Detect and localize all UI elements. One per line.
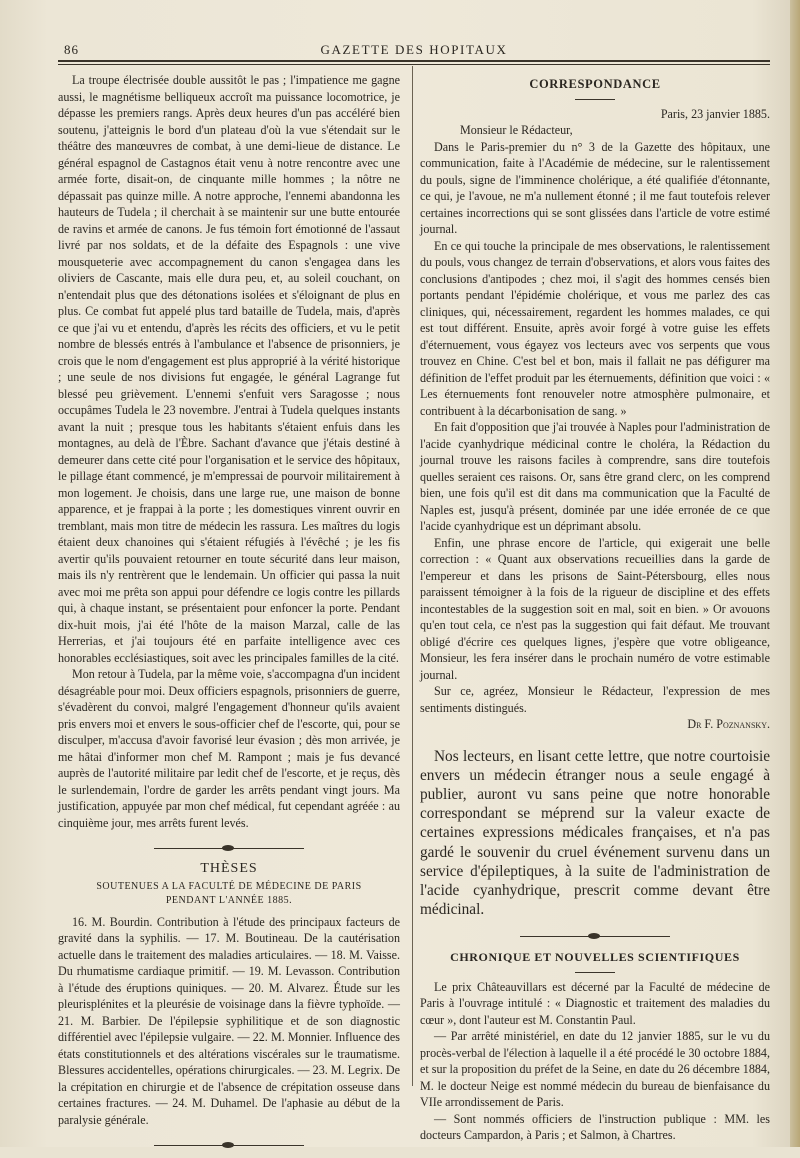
left-column — [58, 72, 400, 1158]
chronique-heading: CHRONIQUE ET NOUVELLES SCIENTIFIQUES — [450, 950, 740, 965]
theses-subtitle — [58, 880, 400, 908]
header-rule — [58, 60, 770, 62]
correspondance-heading: CORRESPONDANCE — [529, 77, 661, 91]
editor-note: Nos lecteurs, en lisant cette lettre, que notre courtoisie envers un médecin étranger nous a seule engagé à publier, auront vu sans peine que notre honorable correspondant se méprend sur la valeur exacte de certaines expressions médicales françaises, et n'a pas gardé le souvenir du cruel événement survenu dans un service d'épileptiques, à la suite de l'administration de l'acide cyanhydrique, prescrit comme devant être médicinal. — [420, 747, 770, 919]
letter-signature: Dr F. Poznansky. — [687, 717, 770, 731]
chronique-paragraph: — Sont nommés officiers de l'instruction publique : MM. les docteurs Campardon, à Paris ; et Salmon, à Chartres. — [420, 1111, 770, 1143]
page-number: 86 — [64, 42, 79, 57]
letter-dateline: Paris, 23 janvier 1885. — [660, 106, 770, 121]
journal-title: GAZETTE DES HOPITAUX — [320, 42, 508, 57]
body-paragraph: Mon retour à Tudela, par la même voie, s'accompagna d'un incident désagréable pour moi. Deux officiers espagnols, prisonniers de guerre, s'évadèrent du convoi, malgré l'engagement d'honneur qu'ils avaient pris envers moi et envers le sous-officier chef de l'escorte, qui, pour se disculper, m'accusa d'avoir favorisé leur évasion ; dès mon arrivée, je me hâtai d'informer mon chef M. Rampont ; mais je fus devancé auprès de l'autorité militaire par ledit chef de l'escorte, et je reçus, dès le surlendemain, l'ordre de garder les arrêts pendant vingt jours. Ma justification, appuyée par mon chef médical, fut cependant agréée : au cinquième jour, mes arrêts furent levés. — [58, 667, 400, 830]
right-column — [420, 72, 770, 1144]
header-rule-thin — [58, 64, 770, 65]
theses-subtitle-line: PENDANT L'ANNÉE 1885. — [165, 894, 293, 906]
page-header — [58, 38, 770, 58]
letter-salutation: Monsieur le Rédacteur, — [460, 123, 573, 137]
theses-list: 16. M. Bourdin. Contribution à l'étude des principaux facteurs de gravité dans la syphilis. — 17. M. Boutineau. De la cautérisation actuelle dans le traitement des maladies articulaires. — 18. M. Vaisse. Du rhumatisme cardiaque primitif. — 19. M. Levasson. Contribution à l'étude des éruptions quiniques. — 20. M. Alvarez. Étude sur les pleurisplénites et la pleurésie de voisinage dans la fièvre typhoïde. — 21. M. Barbier. De l'épilepsie syphilitique et de son diagnostic différentiel avec l'épilepsie vulgaire. — 22. M. Monnier. Influence des états constitutionnels et des altérations viscérales sur le traumatisme. Blessures accidentelles, opérations chirurgicales. — 23. M. Legrix. De la crépitation en chirurgie et de l'absence de crépitation osseuse dans certaines fractures. — 24. M. Duhamel. De l'aphasie au début de la paralysie générale. — [58, 914, 400, 1127]
body-paragraph: La troupe électrisée double aussitôt le pas ; l'impatience me gagne aussi, le magnétisme belliqueux accroît ma puissance locomotrice, je dépasse les premiers rangs. Après deux heures d'un pas accéléré bien soutenu, j'atteignis le bord d'un plateau d'où la vue s'étendait sur le théâtre des manœuvres de combat, à une demi-lieue de distance. Le général espagnol de Castagnos était venu à notre rencontre avec une armée forte, disait-on, de cinquante mille hommes ; la nôtre ne dépassait pas quinze mille. A notre approche, l'ennemi abandonna les hauteurs de Tudela ; il cherchait à se maintenir sur une butte entourée de ravins et armée de canons. Je fus témoin fort émotionné de l'assaut livré par nos soldats, et de la défaite des Espagnols : une vive mousqueterie avec accompagnement du canon s'engagea dans les oliviers de Cascante, mais elle dura peu, et, au soleil couchant, on n'entendait plus que des détonations isolées et s'éloignant de plus en plus. Ce combat fut appelé plus tard bataille de Tudela, mais, d'après ce que j'ai vu et entendu, d'après les récits des officiers, et vu le petit nombre de blessés entrés à l'ambulance et l'absence de prisonniers, je crois que le nom d'engagement est plus approprié à la vérité historique ; une seule de nos divisions fut engagée, le général Lagrange fut blessé peu grièvement. L'ennemi s'enfuit vers Saragosse ; nous occupâmes Tudela le 23 novembre. J'entrai à Tudela quelques instants avant la nuit ; presque tous les habitants s'étaient enfuis dans les montagnes, au delà de l'Èbre. Sachant d'avance que j'étais destiné à demeurer dans cette cité pour l'organisation et le service des hôpitaux, le pillage étant commencé, je m'empressai de pourvoir militairement à mon logement. Je choisis, dans une large rue, une maison de bonne apparence, et je frappai à la porte ; les domestiques vinrent ouvrir en tremblant, mais mon titre de médecin les rassura. Les maîtres du logis étaient deux chanoines qui s'étaient réfugiés à l'évêché ; je les fis avertir qu'ils pouvaient retourner en toute sécurité dans leur maison, mais ils n'y rentrèrent que le lendemain. Un officier qui passa la nuit avec moi me prêta son appui pour défendre ce logis contre les pillards qui, à chaque instant, se présentaient pour enfoncer la porte. Pendant dix-huit mois, j'ai été l'hôte de la maison Marzal, calle de las Herrerias, et j'ai toujours été en parfaite intelligence avec ces honorables ecclésiastiques, soit avec les principales familles de la cité. — [58, 73, 400, 665]
heading-rule — [575, 972, 615, 973]
chronique-paragraph: — Par arrêté ministériel, en date du 12 janvier 1885, sur le vu du procès-verbal de l'élection à laquelle il a été procédé le 30 octobre 1884, et sur la proposition du préfet de la Seine, en date du 26 décembre 1884, M. le docteur Neige est nommé médecin du bureau de bienfaisance du VIIe arrondissement de Paris. — [420, 1029, 770, 1110]
theses-heading: THÈSES — [200, 861, 258, 876]
section-ornament — [520, 933, 670, 939]
column-divider — [412, 66, 413, 1086]
page-edge — [790, 0, 800, 1147]
theses-subtitle-line: SOUTENUES A LA FACULTÉ DE MÉDECINE DE PARIS — [96, 880, 362, 892]
chronique-paragraph: Le prix Châteauvillars est décerné par la Faculté de médecine de Paris à l'ouvrage intitulé : « Diagnostic et traitement des maladies du cœur », dont l'auteur est M. Constantin Paul. — [420, 979, 770, 1027]
letter-paragraph: Sur ce, agréez, Monsieur le Rédacteur, l'expression de mes sentiments distingués. — [420, 684, 770, 715]
letter-paragraph: En fait d'opposition que j'ai trouvée à Naples pour l'administration de l'acide cyanhydrique médicinal contre le choléra, la Rédaction du journal trouve les raisons faciles à comprendre, sans dire toutefois quelles seraient ces raisons. Or, sans être grand clerc, on les comprend bien, une fois qu'il est dit dans ma communication que la Faculté de Naples est, jusqu'à présent, dominée par une idée erronée de ce que l'acide cyanhydrique est un déprimant absolu. — [420, 420, 770, 533]
letter-paragraph: Enfin, une phrase encore de l'article, qui exigerait une belle correction : « Quant aux observations recueillies dans la garde de l'empereur et dans les prisons de Saint-Pétersbourg, elles nous paraissent témoigner à la fois de la rigueur de discipline et des effets incontestables de la suggestion soit en mal, soit en bien. » Or avouons qu'en tout cela, ce n'est pas la suggestion qui fait défaut. Me trouvant obligé d'écrire ces quelques lignes, j'espère que votre obligeance, Monsieur, les fera insérer dans le prochain numéro de votre estimable journal. — [420, 535, 770, 682]
heading-rule — [575, 99, 615, 100]
letter-paragraph: Dans le Paris-premier du n° 3 de la Gazette des hôpitaux, une communication, faite à l'Académie de médecine, sur le ralentissement du pouls, signe de l'imminence cholérique, a été qualifiée d'étonnante, ce qui, je l'avoue, ne m'a nullement étonné ; il me faut toutefois relever certaines incorrections qui se sont glissées dans l'article de votre estimé journal. — [420, 139, 770, 236]
letter-paragraph: En ce qui touche la principale de mes observations, le ralentissement du pouls, vous changez de terrain d'observations, et alors vous faites des conclusions d'antipodes ; chez moi, il s'agit des hommes censés bien portants pendant l'épidémie cholérique, et vous me parlez des cas cliniques, qui, nécessairement, regardent les hommes malades, ce qui est tout différent. Ensuite, après avoir forgé à votre guise les effets d'éternuement, vous égayez vos lecteurs avec vos serpents que vous trouvez en Chine. C'est bel et bon, mais il fallait ne pas défigurer ma définition de l'effet produit par les éternuements, définition que voici : « Les éternuements font renouveler notre atmosphère pulmonaire, et contribuent à la décarbonisation de sang. » — [420, 238, 770, 418]
section-ornament — [154, 1142, 304, 1148]
section-ornament — [154, 845, 304, 851]
